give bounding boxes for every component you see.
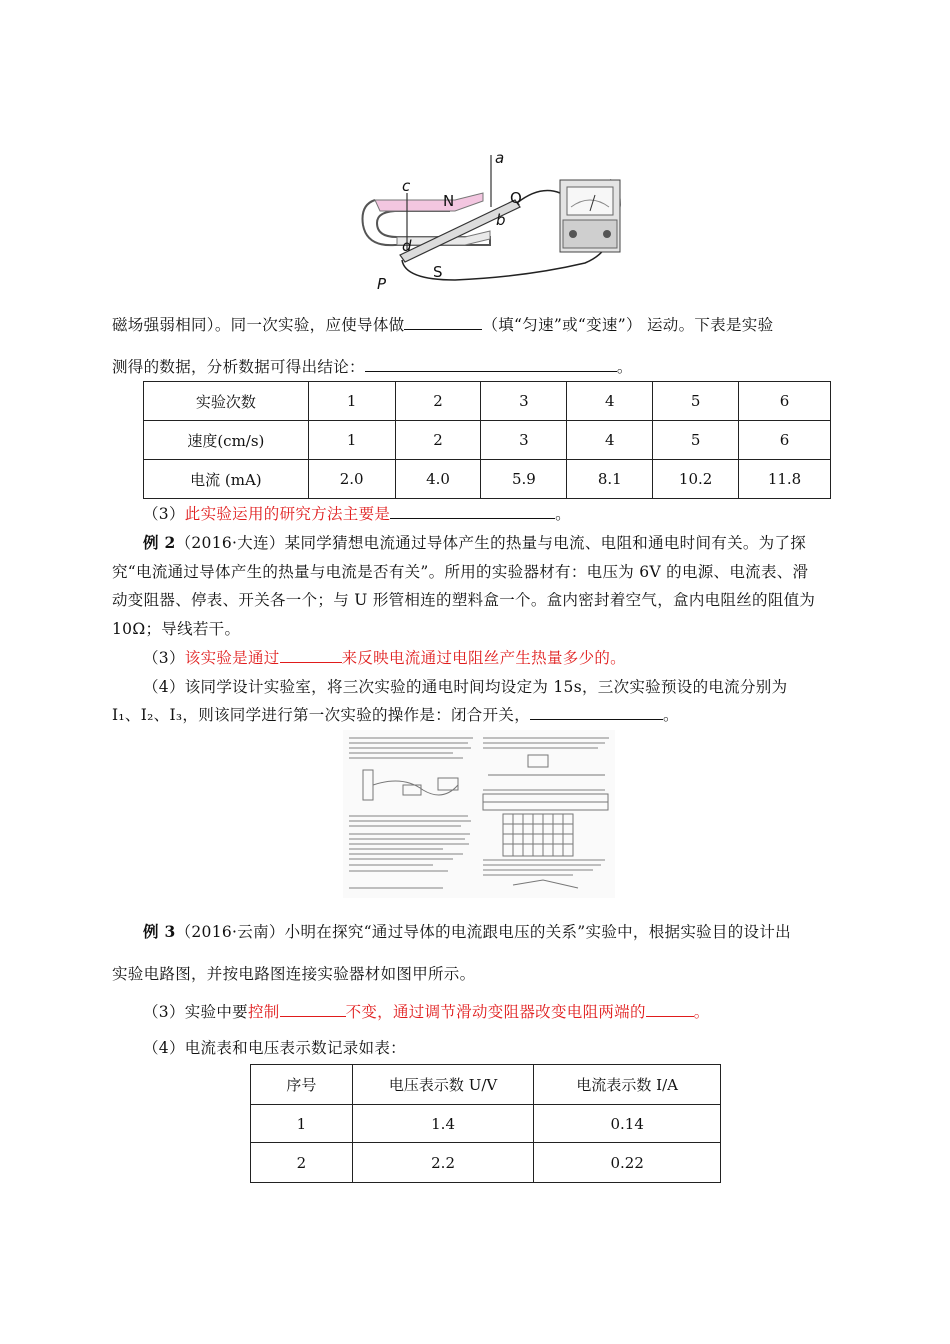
para1-line1: 磁场强弱相同）。同一次实验，应使导体做 （填“匀速”或“变速”） 运动。下表是实验 xyxy=(112,313,773,335)
scanned-exam-thumbnail xyxy=(343,730,615,898)
figure-magnet-circuit xyxy=(355,145,630,295)
para1-line2: 测得的数据，分析数据可得出结论： 。 xyxy=(112,355,633,377)
table-row: 电流 (mA) 2.0 4.0 5.9 8.1 10.2 11.8 xyxy=(144,460,831,499)
label-s: S xyxy=(433,263,443,281)
blank-heat-indicator[interactable] xyxy=(280,646,342,663)
ex2-line3: 动变阻器、停表、开关各一个；与 U 形管相连的塑料盒一个。盒内密封着空气，盒内电阻丝的阻值为 xyxy=(112,591,816,609)
blank-method[interactable] xyxy=(390,502,555,519)
table-voltage-current xyxy=(250,1064,721,1183)
table-row: 2 2.2 0.22 xyxy=(251,1143,721,1183)
label-d: d xyxy=(402,237,412,255)
blank-conclusion[interactable] xyxy=(365,355,617,372)
ex3-line1: 例 3（2016·云南）小明在探究“通过导体的电流跟电压的关系”实验中，根据实验目的设计出 xyxy=(143,922,791,941)
ex2-q4-line1: （4）该同学设计实验室，将三次实验的通电时间均设定为 15s，三次实验预设的电流分别为 xyxy=(143,678,788,696)
label-b: b xyxy=(496,211,506,229)
label-a: a xyxy=(495,149,505,167)
magnet-circuit-diagram xyxy=(355,145,630,295)
ex3-q4: （4）电流表和电压表示数记录如表： xyxy=(143,1039,406,1057)
blank-first-operation[interactable] xyxy=(530,703,663,720)
label-p: P xyxy=(377,275,387,293)
ex3-q3: （3）实验中要控制 不变，通过调节滑动变阻器改变电阻两端的 。 xyxy=(143,1000,710,1022)
ex2-q4-line2: I₁、I₂、I₃，则该同学进行第一次实验的操作是：闭合开关， 。 xyxy=(112,703,679,725)
scanned-exam-image xyxy=(343,730,615,898)
blank-change-quantity[interactable] xyxy=(646,1000,694,1017)
blank-speed[interactable] xyxy=(404,313,482,330)
label-c: c xyxy=(402,177,411,195)
blank-control-variable[interactable] xyxy=(280,1000,346,1017)
table-row: 实验次数 1 2 3 4 5 6 xyxy=(144,382,831,421)
table-speed-current xyxy=(143,381,831,499)
ex2-q3: （3）该实验是通过 来反映电流通过电阻丝产生热量多少的。 xyxy=(143,646,626,668)
q3-method: （3）此实验运用的研究方法主要是 。 xyxy=(143,502,571,524)
table-header-row: 序号 电压表示数 U/V 电流表示数 I/A xyxy=(251,1065,721,1105)
ex3-line2: 实验电路图，并按电路图连接实验器材如图甲所示。 xyxy=(112,965,476,983)
label-q: Q xyxy=(510,189,522,207)
label-n: N xyxy=(443,192,455,210)
table-row: 速度(cm/s) 1 2 3 4 5 6 xyxy=(144,421,831,460)
table-row: 1 1.4 0.14 xyxy=(251,1105,721,1143)
ex2-line1: 例 2（2016·大连）某同学猜想电流通过导体产生的热量与电流、电阻和通电时间有关。为了探 xyxy=(143,533,807,552)
ex2-line2: 究“电流通过导体产生的热量与电流是否有关”。所用的实验器材有：电压为 6V 的电源、电流表、滑 xyxy=(112,563,809,581)
ex2-line4: 10Ω；导线若干。 xyxy=(112,620,241,638)
